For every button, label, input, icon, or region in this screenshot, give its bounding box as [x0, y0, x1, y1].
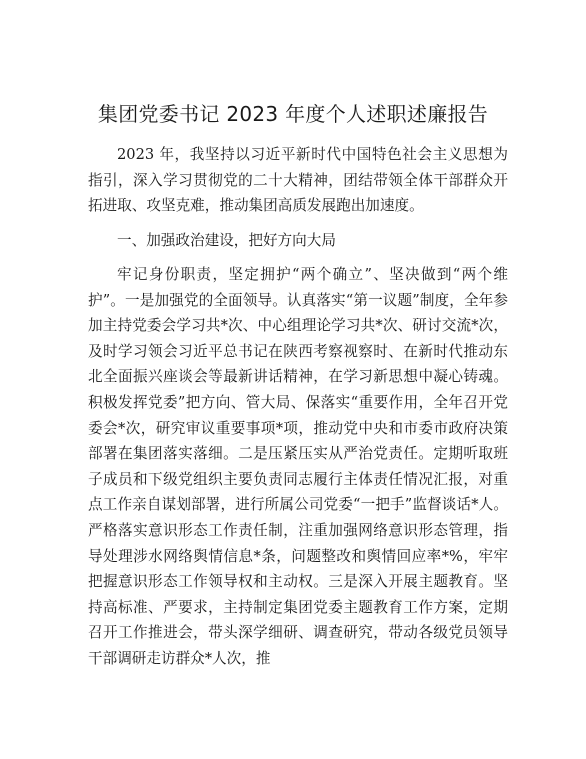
section-paragraph: 牢记身份职责，坚定拥护“两个确立”、坚决做到“两个维护”。一是加强党的全面领导。认真落实“第一议题”制度，全年参加主持党委会学习共*次、中心组理论学习共*次、研讨交流*次，及时学习领会习近平总书记在陕西考察视察时、在新时代推动东北全面振兴座谈会等最新讲话精神，在学习新思想中凝心铸魂。积极发挥党委”把方向、管大局、保落实“重要作用，全年召开党委会*次，研究审议重要事项*项，推动党中央和市委市政府决策部署在集团落实落细。二是压紧压实从严治党责任。定期听取班子成员和下级党组织主要负责同志履行主体责任情况汇报，对重点工作亲自谋划部署，进行所属公司党委“一把手”监督谈话*人。严格落实意识形态工作责任制，注重加强网络意识形态管理，指导处理涉水网络舆情信息*条，问题整改和舆情回应率*%，牢牢把握意识形态工作领导权和主动权。三是深入开展主题教育。坚持高标准、严要求，主持制定集团党委主题教育工作方案，定期召开工作推进会，带头深学细研、调查研究，带动各级党员领导干部调研走访群众*人次，推 [88, 266, 508, 667]
section-heading: 一、加强政治建设，把好方向大局 [117, 232, 336, 249]
intro-paragraph: 2023 年，我坚持以习近平新时代中国特色社会主义思想为指引，深入学习贯彻党的二十大精神，团结带领全体干部群众开拓进取、攻坚克难，推动集团高质发展跑出加速度。 [88, 146, 508, 215]
intro-block [88, 142, 508, 219]
document-title: 集团党委书记 2023 年度个人述职述廉报告 [97, 102, 489, 126]
section-body-block [88, 262, 508, 682]
